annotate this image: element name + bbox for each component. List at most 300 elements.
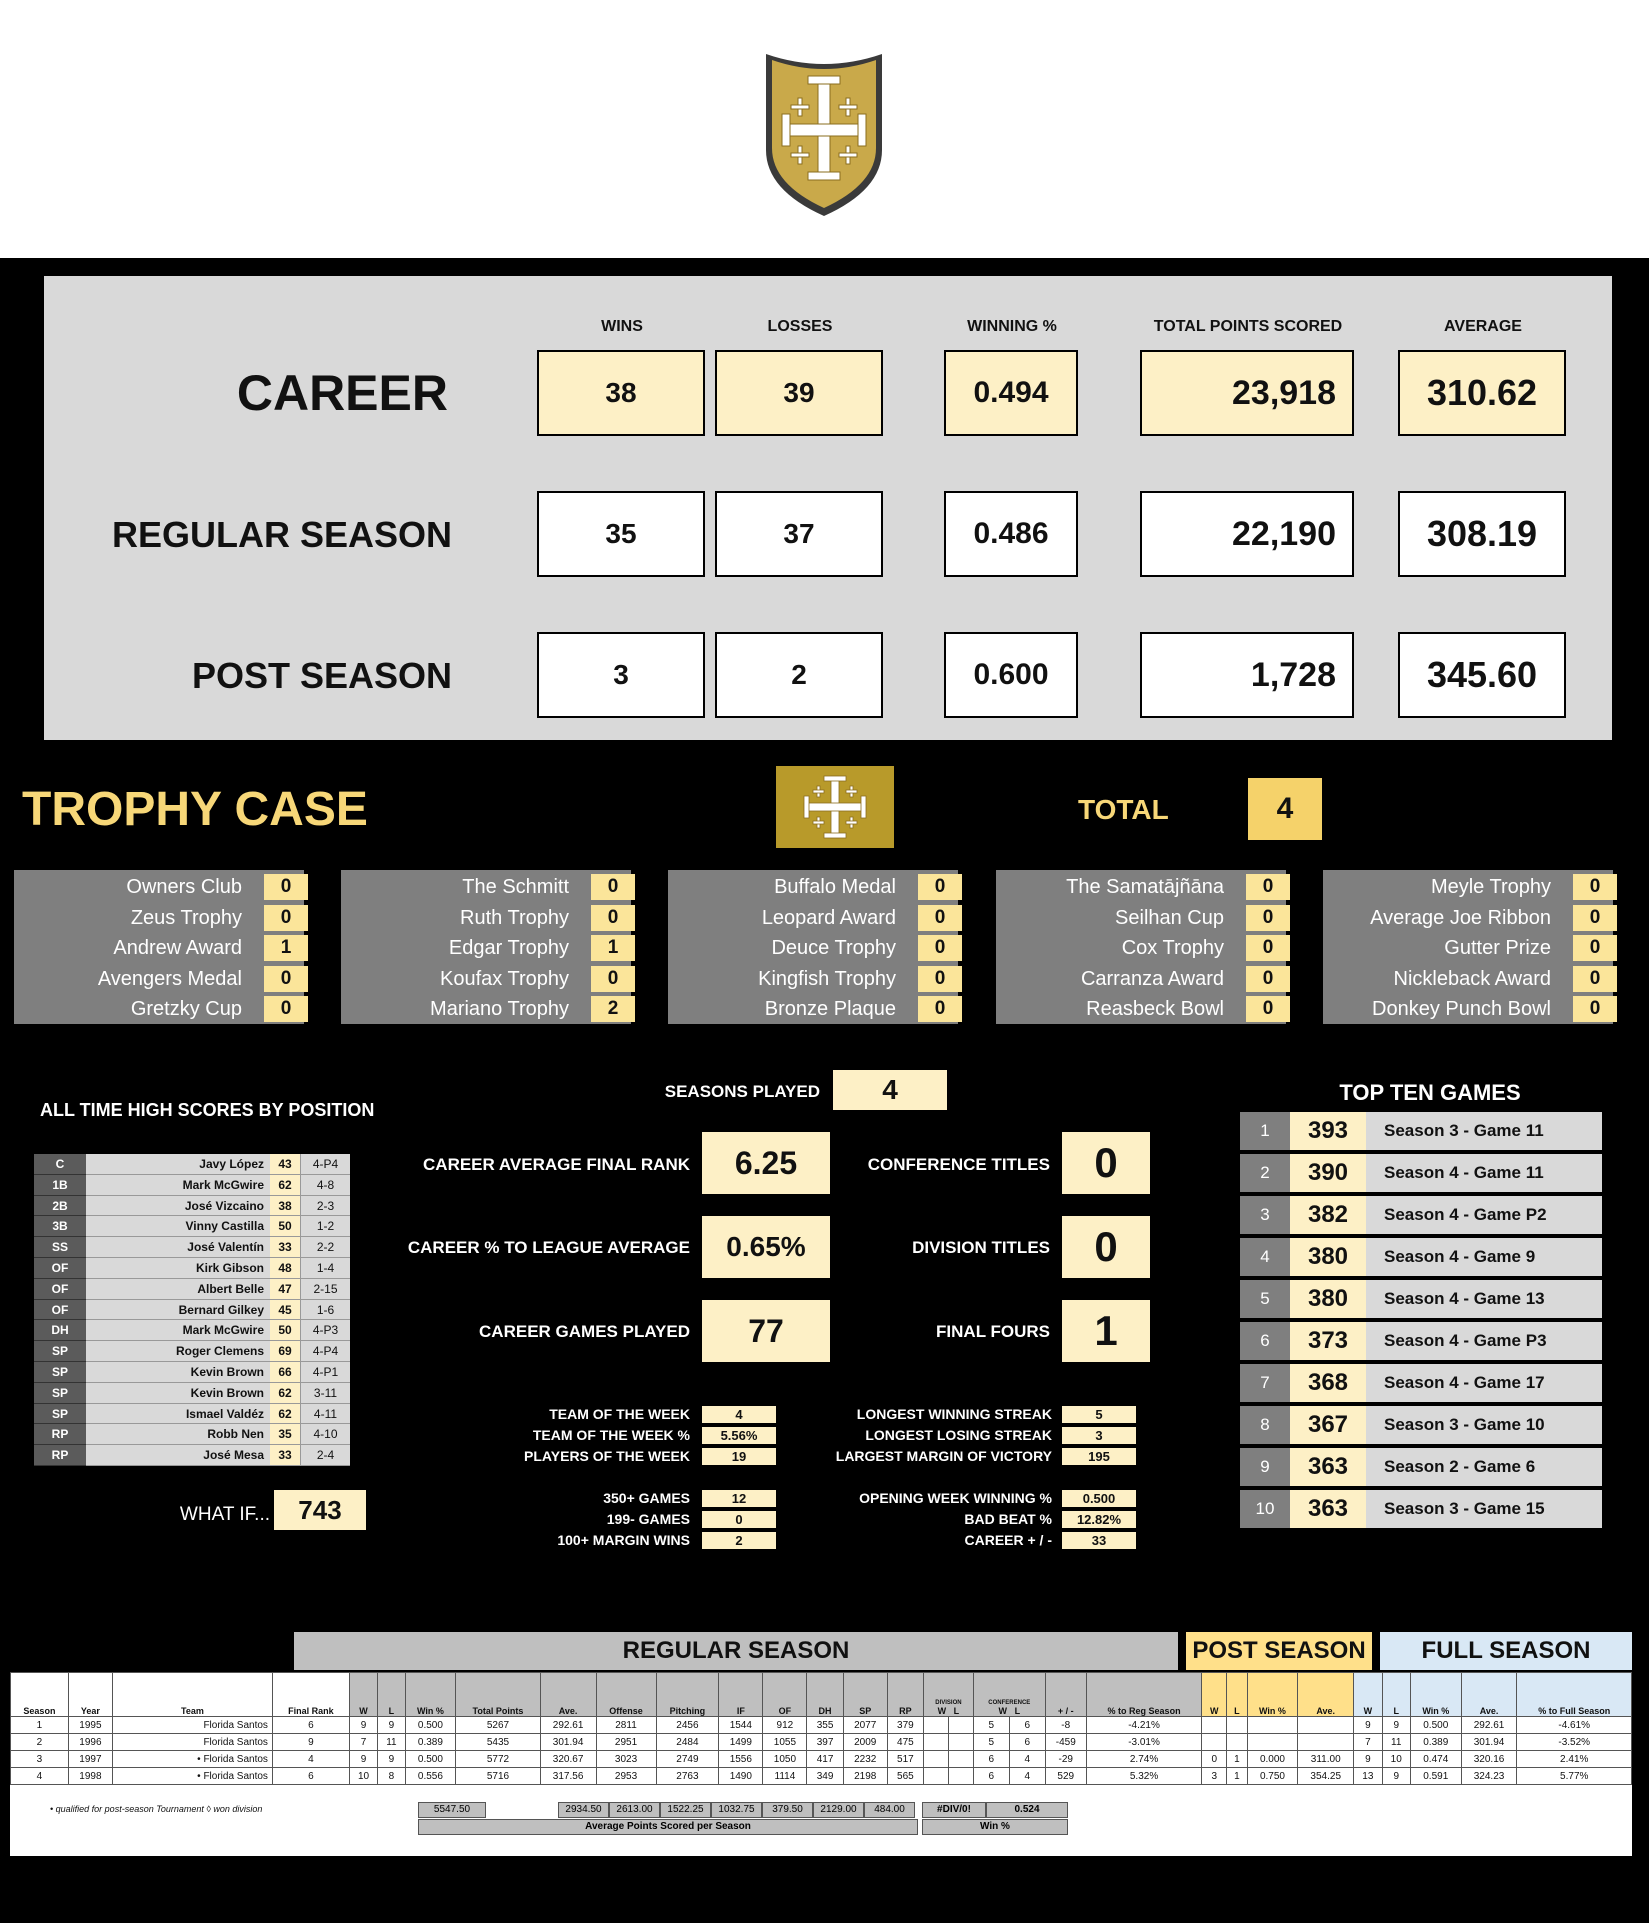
col-full-w: W [1354,1673,1382,1717]
cell-dh: 349 [807,1768,843,1785]
trophy-row [14,933,304,963]
top-game-row [1240,1238,1612,1276]
trophy-count: 0 [591,874,635,900]
small-stat-label: 100+ MARGIN WINS [557,1532,690,1548]
player-name: José Valentín [86,1237,270,1258]
cell-pw: 0 [1202,1751,1227,1768]
avg-col-value: 2613.00 [609,1802,660,1818]
cell-rp: 517 [887,1751,923,1768]
cell-team: Florida Santos [112,1717,272,1734]
cell-if: 1499 [719,1734,763,1751]
cell-off: 2811 [596,1717,656,1734]
col-conference-label: CONFERENCE [988,1700,1031,1706]
top-game-row [1240,1196,1612,1234]
cell-pct: 0.389 [405,1734,456,1751]
cell-ave: 301.94 [540,1734,596,1751]
cell-off: 2953 [596,1768,656,1785]
player-score: 62 [270,1404,300,1425]
cell-cw: 6 [973,1751,1009,1768]
trophy-group-5 [1323,870,1613,1024]
cell-pave: 354.25 [1298,1768,1354,1785]
game-score: 380 [1290,1280,1366,1318]
cell-ffull: 5.77% [1517,1768,1632,1785]
trophy-name: Gutter Prize [1444,937,1551,960]
player-score: 48 [270,1258,300,1279]
regular-average: 308.19 [1398,491,1566,577]
division-titles-label: DIVISION TITLES [912,1238,1050,1257]
position-code: RP [34,1424,86,1445]
position-row [34,1383,366,1404]
trophy-name: The Schmitt [462,876,569,898]
game-score: 380 [1290,1238,1366,1276]
position-row [34,1154,366,1175]
position-row [34,1320,366,1341]
avg-total-points: 5547.50 [418,1802,486,1818]
cell-preg: -4.21% [1086,1717,1202,1734]
game-ref: 2-15 [300,1279,350,1300]
small-stat-label: CAREER + / - [964,1532,1052,1548]
cell-preg: 5.32% [1086,1768,1202,1785]
col-full-l: L [1382,1673,1410,1717]
cell-pl: 1 [1227,1751,1248,1768]
trophy-count: 1 [264,935,308,961]
avg-col-value: 379.50 [762,1802,813,1818]
conference-win-pct: 0.524 [986,1802,1068,1818]
col-dh: DH [807,1673,843,1717]
player-name: Albert Belle [86,1279,270,1300]
col-post-ave: Ave. [1298,1673,1354,1717]
player-score: 62 [270,1175,300,1196]
game-rank: 3 [1240,1196,1290,1234]
career-wins: 38 [537,350,705,436]
cell-fl: 10 [1382,1751,1410,1768]
game-ref: 4-P3 [300,1320,350,1341]
position-code: C [34,1154,86,1175]
trophy-count: 0 [591,966,635,992]
col-season: Season [11,1673,69,1717]
game-score: 393 [1290,1112,1366,1150]
position-code: SP [34,1404,86,1425]
position-code: OF [34,1258,86,1279]
full-season-band: FULL SEASON [1380,1632,1632,1670]
what-if-value: 743 [274,1490,366,1530]
cell-rank: 9 [272,1734,349,1751]
col-pct-reg: % to Reg Season [1086,1673,1202,1717]
trophy-row [14,994,304,1024]
player-score: 50 [270,1216,300,1237]
cell-ppct [1247,1717,1298,1734]
cell-rank: 4 [272,1751,349,1768]
conference-titles-label: CONFERENCE TITLES [867,1155,1050,1174]
game-ref: 2-3 [300,1196,350,1217]
cell-fw: 7 [1354,1734,1382,1751]
career-row-label: CAREER [236,365,448,421]
col-if: IF [719,1673,763,1717]
trophy-row [668,933,958,963]
trophy-row [341,903,631,933]
cell-preg: -3.01% [1086,1734,1202,1751]
cross-icon [800,772,870,842]
cell-ave: 292.61 [540,1717,596,1734]
cell-pit: 2456 [656,1717,719,1734]
col-pitching: Pitching [656,1673,719,1717]
trophy-count: 0 [264,996,308,1022]
position-row [34,1404,366,1425]
career-winpct: 0.494 [944,350,1078,436]
cell-dw [923,1768,948,1785]
small-stat-label: BAD BEAT % [964,1511,1052,1527]
trophy-row [1323,903,1613,933]
trophy-name: Gretzky Cup [130,998,242,1021]
pct-league-avg-value: 0.65% [702,1216,830,1278]
small-stat-label: TEAM OF THE WEEK % [532,1427,690,1443]
avg-col-value: 484.00 [864,1802,915,1818]
trophy-count: 0 [1573,996,1617,1022]
trophy-name: Reasbeck Bowl [1086,998,1224,1021]
cell-sp: 2009 [843,1734,887,1751]
losses-header: LOSSES [767,318,833,335]
cell-off: 3023 [596,1751,656,1768]
cell-pl: 1 [1227,1768,1248,1785]
game-ref: 4-P4 [300,1154,350,1175]
cell-ffull: 2.41% [1517,1751,1632,1768]
cell-dl [948,1717,973,1734]
post-wins: 3 [537,632,705,718]
trophy-row [996,964,1286,994]
player-score: 35 [270,1424,300,1445]
small-stat-value: 4 [702,1406,776,1423]
post-losses: 2 [715,632,883,718]
cell-l: 8 [378,1768,405,1785]
cell-pm: -459 [1045,1734,1086,1751]
season-row [11,1751,1632,1768]
game-score: 368 [1290,1364,1366,1402]
col-w: W [349,1673,377,1717]
trophy-name: Mariano Trophy [430,998,569,1021]
cell-pl [1227,1734,1248,1751]
cell-l: 11 [378,1734,405,1751]
player-name: Vinny Castilla [86,1216,270,1237]
avg-caption: Average Points Scored per Season [418,1819,918,1835]
top-game-row [1240,1322,1612,1360]
regular-season-band: REGULAR SEASON [294,1632,1178,1670]
trophy-row [14,872,304,902]
game-label: Season 4 - Game 9 [1366,1238,1602,1276]
cell-fw: 9 [1354,1717,1382,1734]
cell-fl: 11 [1382,1734,1410,1751]
col-conference-w: W [998,1706,1008,1716]
game-label: Season 2 - Game 6 [1366,1448,1602,1486]
cell-pm: 529 [1045,1768,1086,1785]
game-rank: 10 [1240,1490,1290,1528]
cell-cl: 6 [1009,1717,1045,1734]
col-winpct: Win % [405,1673,456,1717]
game-rank: 8 [1240,1406,1290,1444]
player-name: Roger Clemens [86,1341,270,1362]
cell-l: 9 [378,1717,405,1734]
trophy-group-2 [341,870,631,1024]
cell-rp: 475 [887,1734,923,1751]
player-name: José Vizcaino [86,1196,270,1217]
cell-cw: 5 [973,1734,1009,1751]
cell-ppct: 0.750 [1247,1768,1298,1785]
season-rows [11,1717,1632,1785]
small-stat-value: 5.56% [702,1427,776,1444]
player-score: 43 [270,1154,300,1175]
player-name: Javy López [86,1154,270,1175]
player-name: Robb Nen [86,1424,270,1445]
trophy-count: 0 [918,996,962,1022]
cell-dh: 417 [807,1751,843,1768]
trophy-count: 0 [918,874,962,900]
trophy-count: 0 [918,905,962,931]
game-rank: 7 [1240,1364,1290,1402]
cell-ppct [1247,1734,1298,1751]
cell-pw: 3 [1202,1768,1227,1785]
cell-w: 7 [349,1734,377,1751]
player-name: Kirk Gibson [86,1258,270,1279]
post-season-row-label: POST SEASON [191,655,452,696]
game-ref: 3-11 [300,1383,350,1404]
trophy-case-title: TROPHY CASE [22,783,368,836]
trophy-name: Buffalo Medal [774,876,896,898]
small-stat-value: 12.82% [1062,1511,1136,1528]
cell-year: 1997 [68,1751,112,1768]
player-score: 62 [270,1383,300,1404]
division-titles-value: 0 [1062,1216,1150,1278]
position-row [34,1445,366,1466]
trophy-row [668,994,958,1024]
col-conference [973,1673,1045,1717]
small-stat-value: 33 [1062,1532,1136,1549]
col-sp: SP [843,1673,887,1717]
cell-ffull: -3.52% [1517,1734,1632,1751]
cell-ffull: -4.61% [1517,1717,1632,1734]
top-game-row [1240,1406,1612,1444]
cell-of: 912 [763,1717,807,1734]
avg-col-value: 2129.00 [813,1802,864,1818]
col-conference-l: L [1014,1706,1021,1716]
trophy-group-1 [14,870,304,1024]
game-label: Season 4 - Game 17 [1366,1364,1602,1402]
trophy-count: 0 [1246,874,1290,900]
cell-tot: 5267 [456,1717,540,1734]
trophy-emblem [776,766,894,848]
seasons-played-label: SEASONS PLAYED [664,1082,820,1101]
position-code: OF [34,1300,86,1321]
game-score: 363 [1290,1490,1366,1528]
cell-cl: 4 [1009,1751,1045,1768]
cell-pw [1202,1734,1227,1751]
trophy-row [14,903,304,933]
trophy-count: 0 [591,905,635,931]
trophy-count: 0 [264,874,308,900]
cell-pct: 0.500 [405,1717,456,1734]
cell-year: 1998 [68,1768,112,1785]
trophy-name: Owners Club [126,876,242,898]
game-label: Season 4 - Game 13 [1366,1280,1602,1318]
trophy-row [1323,994,1613,1024]
crusader-shield-logo [762,50,886,218]
col-of: OF [763,1673,807,1717]
season-row [11,1717,1632,1734]
small-stat-value: 195 [1062,1448,1136,1465]
trophy-name: Kingfish Trophy [758,967,896,990]
position-row [34,1258,366,1279]
position-high-scores-table [34,1154,366,1466]
cell-pm: -29 [1045,1751,1086,1768]
position-row [34,1175,366,1196]
trophy-count: 0 [1246,905,1290,931]
cell-l: 9 [378,1751,405,1768]
cell-dh: 355 [807,1717,843,1734]
player-score: 33 [270,1237,300,1258]
cell-dl [948,1734,973,1751]
small-stat-value: 12 [702,1490,776,1507]
position-code: OF [34,1279,86,1300]
post-season-band: POST SEASON [1186,1632,1372,1670]
trophy-name: The Samatājñāna [1066,876,1224,898]
player-name: Mark McGwire [86,1175,270,1196]
trophy-row [668,964,958,994]
game-score: 367 [1290,1406,1366,1444]
season-table [10,1672,1632,1785]
position-code: SS [34,1237,86,1258]
trophy-count: 0 [264,966,308,992]
cell-cw: 5 [973,1717,1009,1734]
regular-losses: 37 [715,491,883,577]
position-code: 3B [34,1216,86,1237]
cell-fave: 324.23 [1461,1768,1517,1785]
trophy-count: 0 [1573,874,1617,900]
season-table-area [10,1672,1632,1856]
game-rank: 6 [1240,1322,1290,1360]
average-header: AVERAGE [1444,318,1522,335]
pct-league-avg-label: CAREER % TO LEAGUE AVERAGE [407,1238,690,1257]
col-pct-full: % to Full Season [1517,1673,1632,1717]
col-post-l: L [1227,1673,1248,1717]
trophy-count: 0 [1246,966,1290,992]
seasons-played-value: 4 [833,1070,947,1110]
cell-rank: 6 [272,1717,349,1734]
game-ref: 4-P1 [300,1362,350,1383]
cell-rp: 565 [887,1768,923,1785]
position-code: SP [34,1383,86,1404]
position-code: RP [34,1445,86,1466]
trophy-row [996,872,1286,902]
winpct-header: WINNING % [967,318,1057,335]
trophy-name: Seilhan Cup [1115,906,1224,929]
trophy-name: Average Joe Ribbon [1370,906,1551,929]
game-rank: 2 [1240,1154,1290,1192]
cell-team: • Florida Santos [112,1751,272,1768]
position-code: SP [34,1362,86,1383]
trophy-name: Carranza Award [1080,967,1224,990]
cell-pl [1227,1717,1248,1734]
career-losses: 39 [715,350,883,436]
player-score: 45 [270,1300,300,1321]
cell-dl [948,1768,973,1785]
top-game-row [1240,1364,1612,1402]
cell-fpct: 0.474 [1410,1751,1461,1768]
trophy-count: 0 [1573,966,1617,992]
post-winpct: 0.600 [944,632,1078,718]
cell-of: 1114 [763,1768,807,1785]
cell-rp: 379 [887,1717,923,1734]
game-score: 390 [1290,1154,1366,1192]
game-ref: 1-6 [300,1300,350,1321]
col-post-w: W [1202,1673,1227,1717]
trophy-name: Zeus Trophy [130,906,242,929]
regular-season-row-label: REGULAR SEASON [111,514,452,555]
position-row [34,1341,366,1362]
cell-pit: 2763 [656,1768,719,1785]
game-rank: 9 [1240,1448,1290,1486]
regular-wins: 35 [537,491,705,577]
cell-dh: 397 [807,1734,843,1751]
trophy-count: 0 [918,966,962,992]
col-post-winpct: Win % [1247,1673,1298,1717]
cell-year: 1996 [68,1734,112,1751]
post-average: 345.60 [1398,632,1566,718]
game-ref: 2-4 [300,1445,350,1466]
player-name: José Mesa [86,1445,270,1466]
trophy-name: Nickleback Award [1393,967,1551,990]
cell-fpct: 0.389 [1410,1734,1461,1751]
small-stat-label: TEAM OF THE WEEK [549,1406,690,1422]
avg-col-value: 2934.50 [558,1802,609,1818]
trophy-name: Ruth Trophy [460,906,569,929]
small-stat-label: PLAYERS OF THE WEEK [524,1448,690,1464]
career-average: 310.62 [1398,350,1566,436]
position-row [34,1424,366,1445]
cell-pw [1202,1717,1227,1734]
trophy-group-3 [668,870,958,1024]
game-ref: 2-2 [300,1237,350,1258]
trophy-count: 0 [1246,935,1290,961]
total-points-header: TOTAL POINTS SCORED [1153,318,1343,335]
position-high-scores-title: ALL TIME HIGH SCORES BY POSITION [40,1100,375,1120]
small-stat-value: 2 [702,1532,776,1549]
game-rank: 5 [1240,1280,1290,1318]
cell-pit: 2749 [656,1751,719,1768]
avg-final-rank-label: CAREER AVERAGE FINAL RANK [423,1155,690,1174]
game-ref: 4-8 [300,1175,350,1196]
player-score: 33 [270,1445,300,1466]
cell-fl: 9 [1382,1768,1410,1785]
cell-year: 1995 [68,1717,112,1734]
avg-final-rank-value: 6.25 [702,1132,830,1194]
table-footnote: • qualified for post-season Tournament ◊ won division [50,1804,263,1814]
cell-if: 1544 [719,1717,763,1734]
position-row [34,1196,366,1217]
game-ref: 4-P4 [300,1341,350,1362]
player-name: Kevin Brown [86,1383,270,1404]
cell-cl: 6 [1009,1734,1045,1751]
cell-pave: 311.00 [1298,1751,1354,1768]
trophy-row [341,933,631,963]
small-stat-label: 199- GAMES [606,1511,690,1527]
col-year: Year [68,1673,112,1717]
trophy-row [341,994,631,1024]
trophy-name: Donkey Punch Bowl [1372,998,1551,1021]
trophy-row [996,903,1286,933]
trophy-count: 0 [264,905,308,931]
small-stat-value: 3 [1062,1427,1136,1444]
cell-of: 1050 [763,1751,807,1768]
what-if-label: WHAT IF... [179,1504,270,1525]
cell-ave: 317.56 [540,1768,596,1785]
